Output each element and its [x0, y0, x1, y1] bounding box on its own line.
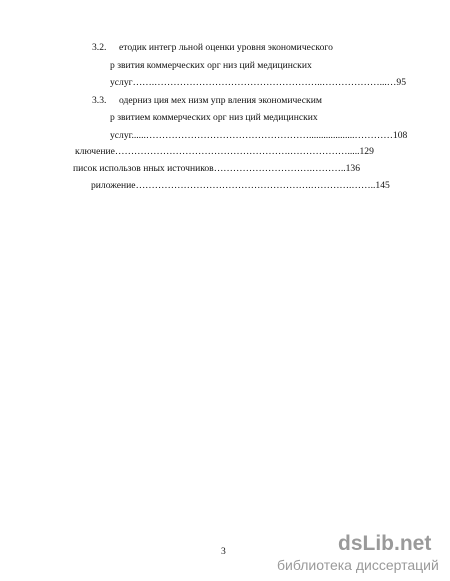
- toc-entry-text: одерниз ция мех низм упр вления экономическим: [119, 95, 322, 106]
- watermark-logo: dsLib.net: [338, 532, 432, 555]
- toc-entry-text: етодик интегр льной оценки уровня экономического: [119, 42, 333, 53]
- toc-entry-number: 3.2.: [92, 42, 107, 53]
- toc-entry-references: писок использов нных источников………………………….………..136: [73, 163, 361, 174]
- page-number: 3: [221, 546, 226, 557]
- watermark-caption: библиотека диссертаций: [277, 557, 439, 573]
- toc-entry-3-3-line-2: р звитием коммерческих орг низ ций медицинских: [110, 112, 318, 123]
- toc-entry-conclusion: ключение……………………………………………….……………….....129: [75, 146, 374, 157]
- toc-entry-number: 3.3.: [92, 95, 107, 106]
- toc-entry-appendix: риложение……………………………………………….………….……..145: [91, 180, 390, 191]
- toc-entry-3-2-line-3: услуг…….……………………………………………..………………...…95: [110, 77, 406, 88]
- toc-entry-3-2-line-2: р звития коммерческих орг низ ций медицинских: [110, 60, 312, 71]
- toc-entry-3-3-line-3: услуг......……………………………………………...................…………108: [110, 130, 408, 141]
